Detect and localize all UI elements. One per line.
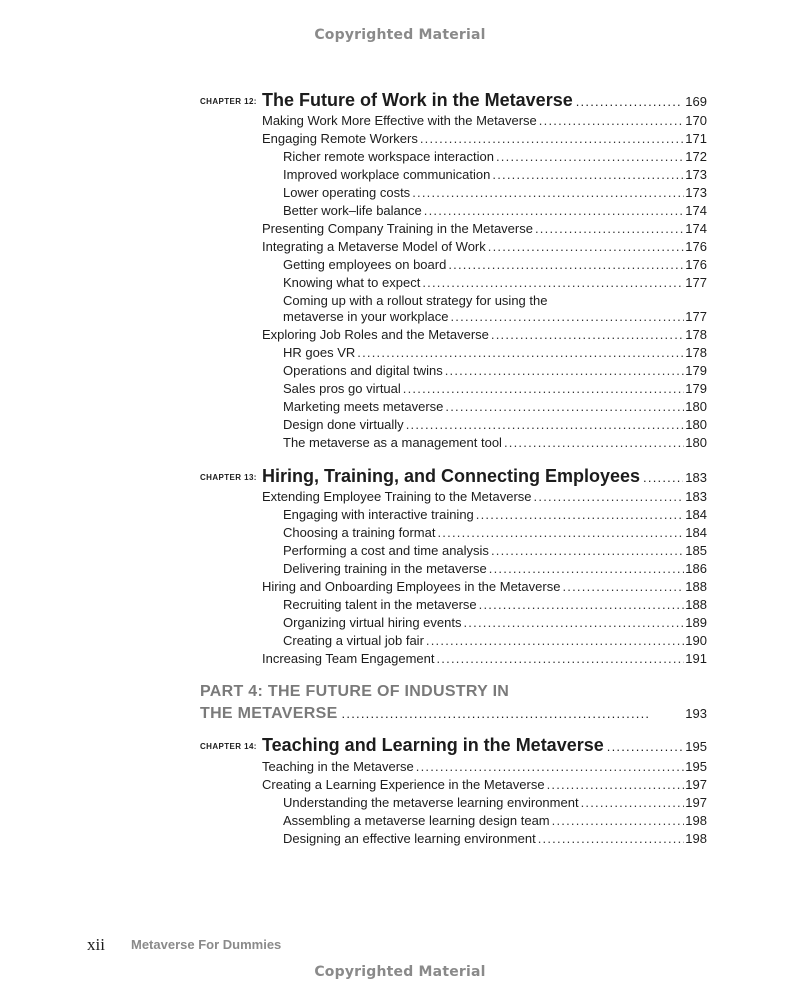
page-number: 186 <box>685 561 707 576</box>
leader-dots <box>491 326 684 344</box>
toc-subentry[interactable] <box>0 416 800 434</box>
toc-subentry[interactable] <box>0 560 800 578</box>
entry-title: Extending Employee Training to the Metaverse <box>262 489 532 504</box>
page-number: 183 <box>685 470 707 485</box>
chapter-title: The Future of Work in the Metaverse <box>262 90 573 110</box>
entry-title: Engaging Remote Workers <box>262 131 418 146</box>
page-number: 180 <box>685 435 707 450</box>
chapter-label: CHAPTER 13: <box>200 473 257 482</box>
toc-subentry[interactable] <box>0 398 800 416</box>
leader-dots <box>476 506 685 524</box>
toc-subentry[interactable] <box>0 614 800 632</box>
leader-dots <box>491 542 684 560</box>
leader-dots <box>581 794 685 812</box>
page-number: 173 <box>685 185 707 200</box>
toc-entry[interactable] <box>0 238 800 256</box>
page-number: 183 <box>685 489 707 504</box>
entry-title: Operations and digital twins <box>283 363 443 378</box>
page-number: 173 <box>685 167 707 182</box>
toc-entry[interactable] <box>0 112 800 130</box>
chapter-title: Teaching and Learning in the Metaverse <box>262 735 604 755</box>
toc-subentry[interactable] <box>0 184 800 202</box>
toc-entry[interactable] <box>0 776 800 794</box>
part-4-heading[interactable] <box>200 705 707 723</box>
entry-title: Lower operating costs <box>283 185 411 200</box>
toc-entry[interactable] <box>0 650 800 668</box>
page-number: 197 <box>685 777 707 792</box>
entry-title: Recruiting talent in the metaverse <box>283 597 477 612</box>
entry-title: The metaverse as a management tool <box>283 435 502 450</box>
entry-title: Understanding the metaverse learning environment <box>283 795 579 810</box>
leader-dots <box>448 256 684 274</box>
entry-title: Design done virtually <box>283 417 404 432</box>
toc-subentry[interactable] <box>0 148 800 166</box>
entry-title: metaverse in your workplace <box>283 309 449 324</box>
leader-dots <box>406 416 685 434</box>
entry-title: Creating a virtual job fair <box>283 633 424 648</box>
page-number: 188 <box>685 597 707 612</box>
leader-dots <box>504 434 684 452</box>
page-number: 180 <box>685 417 707 432</box>
leader-dots <box>488 238 685 256</box>
page-number: 176 <box>685 239 707 254</box>
page-number: 184 <box>685 525 707 540</box>
leader-dots <box>552 812 685 830</box>
toc-subentry[interactable] <box>0 256 800 274</box>
page-number: 178 <box>685 327 707 342</box>
entry-title: Creating a Learning Experience in the Metaverse <box>262 777 545 792</box>
entry-title: Delivering training in the metaverse <box>283 561 487 576</box>
page-number: 170 <box>685 113 707 128</box>
page-number: 190 <box>685 633 707 648</box>
leader-dots <box>539 112 685 130</box>
entry-title: Presenting Company Training in the Metaverse <box>262 221 533 236</box>
leader-dots <box>450 308 684 326</box>
toc-subentry[interactable] <box>0 434 800 452</box>
page-number: 174 <box>685 203 707 218</box>
entry-title: Performing a cost and time analysis <box>283 543 489 558</box>
page-number: 172 <box>685 149 707 164</box>
page-number: 193 <box>685 706 707 721</box>
entry-title: Increasing Team Engagement <box>262 651 435 666</box>
toc-entry[interactable] <box>0 326 800 344</box>
leader-dots <box>416 758 685 776</box>
leader-dots <box>420 130 684 148</box>
leader-dots <box>422 274 684 292</box>
entry-title: Exploring Job Roles and the Metaverse <box>262 327 489 342</box>
toc-subentry[interactable] <box>0 166 800 184</box>
page-number: 185 <box>685 543 707 558</box>
part-title-line1[interactable]: PART 4: THE FUTURE OF INDUSTRY IN <box>200 683 510 700</box>
entry-title: Getting employees on board <box>283 257 447 272</box>
toc-subentry[interactable] <box>0 542 800 560</box>
entry-title: Improved workplace communication <box>283 167 491 182</box>
leader-dots <box>445 362 685 380</box>
entry-title: Making Work More Effective with the Metaverse <box>262 113 537 128</box>
toc-subentry[interactable] <box>0 596 800 614</box>
entry-title: Integrating a Metaverse Model of Work <box>262 239 486 254</box>
page-number: 179 <box>685 363 707 378</box>
entry-title-line1[interactable]: Coming up with a rollout strategy for using the <box>283 293 548 308</box>
folio-page-number: xii <box>87 935 105 954</box>
toc-entry[interactable] <box>0 220 800 238</box>
toc-entry[interactable] <box>0 488 800 506</box>
toc-subentry[interactable] <box>0 344 800 362</box>
entry-title: Marketing meets metaverse <box>283 399 444 414</box>
chapter-label: CHAPTER 12: <box>200 97 257 106</box>
toc-subentry[interactable] <box>0 274 800 292</box>
leader-dots <box>426 632 684 650</box>
page-number: 177 <box>685 309 707 324</box>
leader-dots <box>607 739 684 754</box>
toc-subentry[interactable] <box>0 362 800 380</box>
leader-dots <box>535 220 684 238</box>
page-number: 197 <box>685 795 707 810</box>
page-number: 178 <box>685 345 707 360</box>
toc-subentry[interactable] <box>0 632 800 650</box>
toc-subentry[interactable] <box>0 830 800 848</box>
leader-dots <box>445 398 684 416</box>
leader-dots <box>436 650 684 668</box>
page-number: 198 <box>685 813 707 828</box>
leader-dots <box>463 614 684 632</box>
toc-subentry[interactable] <box>0 308 800 326</box>
copyright-notice-top: Copyrighted Material <box>314 27 486 43</box>
leader-dots <box>479 596 685 614</box>
entry-title: Sales pros go virtual <box>283 381 401 396</box>
page-number: 174 <box>685 221 707 236</box>
entry-title: Assembling a metaverse learning design team <box>283 813 550 828</box>
entry-title: Hiring and Onboarding Employees in the Metaverse <box>262 579 561 594</box>
running-footer-title: Metaverse For Dummies <box>131 937 282 952</box>
page-number: 184 <box>685 507 707 522</box>
page-number: 191 <box>685 651 707 666</box>
toc-subentry[interactable] <box>0 524 800 542</box>
part-title-line2: THE METAVERSE <box>200 705 338 722</box>
leader-dots <box>357 344 684 362</box>
toc-subentry[interactable] <box>0 506 800 524</box>
toc-subentry[interactable] <box>0 812 800 830</box>
page-number: 180 <box>685 399 707 414</box>
page-number: 176 <box>685 257 707 272</box>
copyright-notice-bottom: Copyrighted Material <box>314 964 486 980</box>
toc-subentry[interactable] <box>0 202 800 220</box>
leader-dots <box>342 706 684 721</box>
leader-dots <box>496 148 684 166</box>
leader-dots <box>437 524 684 542</box>
leader-dots <box>492 166 684 184</box>
leader-dots <box>538 830 685 848</box>
leader-dots <box>424 202 685 220</box>
toc-subentry[interactable] <box>0 794 800 812</box>
toc-subentry[interactable] <box>0 380 800 398</box>
leader-dots <box>403 380 685 398</box>
leader-dots <box>643 470 683 485</box>
leader-dots <box>489 560 685 578</box>
page-number: 177 <box>685 275 707 290</box>
entry-title: Designing an effective learning environment <box>283 831 536 846</box>
page-number: 195 <box>685 739 707 754</box>
page-number: 171 <box>685 131 707 146</box>
page-number: 195 <box>685 759 707 774</box>
toc-entry[interactable] <box>0 758 800 776</box>
chapter-label: CHAPTER 14: <box>200 742 257 751</box>
page-number: 198 <box>685 831 707 846</box>
entry-title: Knowing what to expect <box>283 275 421 290</box>
entry-title: HR goes VR <box>283 345 356 360</box>
leader-dots <box>534 488 685 506</box>
entry-title: Engaging with interactive training <box>283 507 474 522</box>
page-number: 169 <box>685 94 707 109</box>
entry-title: Teaching in the Metaverse <box>262 759 414 774</box>
entry-title: Choosing a training format <box>283 525 436 540</box>
entry-title: Organizing virtual hiring events <box>283 615 462 630</box>
page-number: 179 <box>685 381 707 396</box>
entry-title: Richer remote workspace interaction <box>283 149 494 164</box>
leader-dots <box>576 94 684 109</box>
toc-entry[interactable] <box>0 578 800 596</box>
entry-title: Better work–life balance <box>283 203 422 218</box>
leader-dots <box>547 776 685 794</box>
page-number: 188 <box>685 579 707 594</box>
chapter-title: Hiring, Training, and Connecting Employees <box>262 466 641 486</box>
leader-dots <box>562 578 684 596</box>
leader-dots <box>412 184 684 202</box>
page-number: 189 <box>685 615 707 630</box>
toc-entry[interactable] <box>0 130 800 148</box>
